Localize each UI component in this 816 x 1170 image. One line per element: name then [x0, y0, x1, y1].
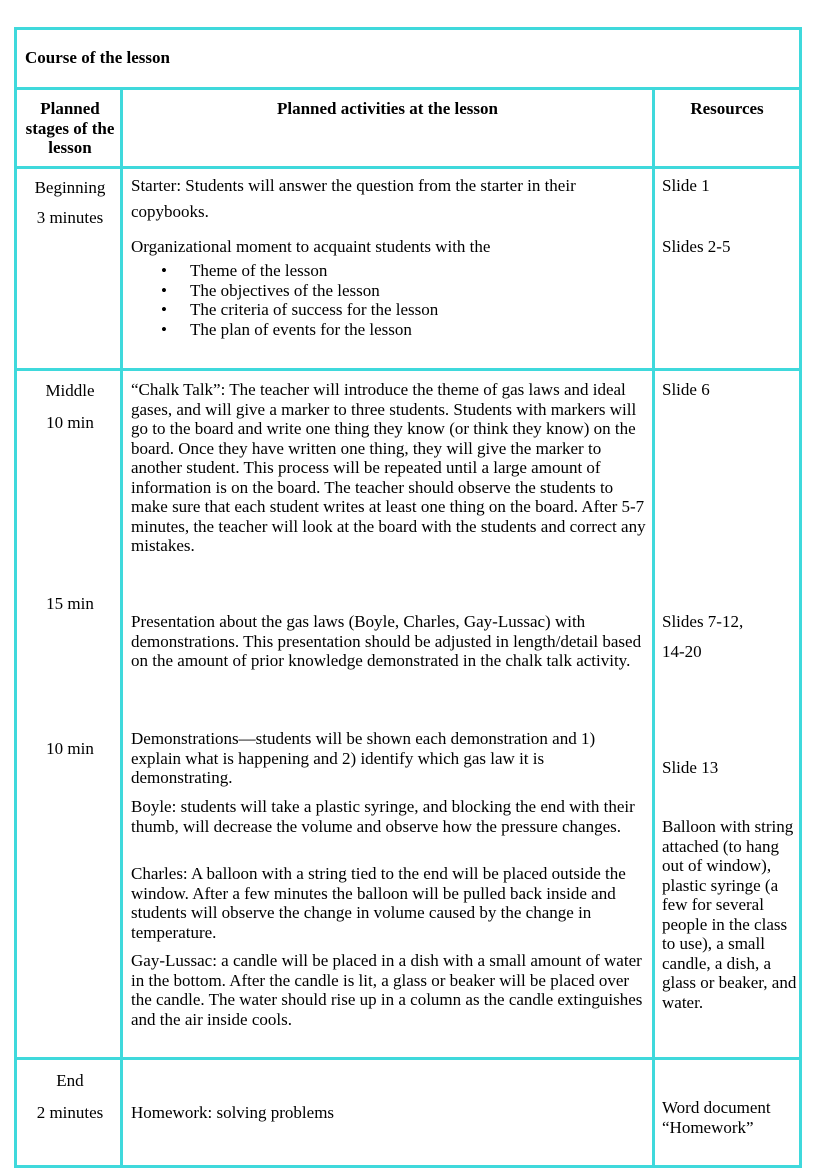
resource-slides-7-12: Slides 7-12, — [662, 612, 744, 631]
stage-middle-time-3: 10 min — [46, 739, 94, 758]
stage-beginning: Beginning — [34, 178, 106, 197]
lesson-outline-list — [131, 261, 647, 339]
boyle-text: Boyle: students will take a plastic syringe, and blocking the end with their thumb, will decrease the volume and observe how the pressure changes. — [131, 797, 635, 836]
resource-materials: Balloon with string attached (to hang out of window), plastic syringe (a few for several people in the class to use), a small candle, a dish, a glass or beaker, and water. — [662, 817, 797, 1012]
homework-text: Homework: solving problems — [131, 1103, 335, 1122]
stage-end-time: 2 minutes — [36, 1103, 104, 1122]
gay-lussac-text: Gay-Lussac: a candle will be placed in a dish with a small amount of water in the bottom. After the candle is lit, a glass or beaker will be placed over the candle. The water should rise up in a column as the candle extinguishes and the air inside cools. — [131, 951, 643, 1029]
charles-text: Charles: A balloon with a string tied to the end will be placed outside the window. After a few minutes the balloon will be pulled back inside and students will observe the change in volume caused by the change in temperature. — [131, 864, 626, 942]
row-divider — [14, 166, 802, 169]
organizational-text: Organizational moment to acquaint students with the — [131, 237, 491, 256]
resource-slides-2-5: Slides 2-5 — [662, 237, 731, 256]
stage-middle-time-1: 10 min — [46, 413, 94, 432]
header-activities: Planned activities at the lesson — [277, 99, 498, 118]
stage-middle: Middle — [45, 381, 95, 400]
demonstrations-text: Demonstrations—students will be shown each demonstration and 1) explain what is happening and 2) identify which gas law it is demonstrating. — [131, 729, 596, 787]
row-divider — [14, 1057, 802, 1060]
list-item: • Theme of the lesson — [131, 261, 647, 281]
list-item: • The plan of events for the lesson — [131, 320, 647, 340]
list-item: • The objectives of the lesson — [131, 281, 647, 301]
row-divider — [14, 368, 802, 371]
starter-text: Starter: Students will answer the question from the starter in their copybooks. — [131, 176, 576, 221]
stage-beginning-time: 3 minutes — [36, 208, 104, 227]
list-item: • The criteria of success for the lesson — [131, 300, 647, 320]
resource-slide-1: Slide 1 — [662, 176, 710, 195]
chalk-talk-text: “Chalk Talk”: The teacher will introduce the theme of gas laws and ideal gases, and will give a marker to three students. Students with markers will go to the board and write one thing they know (or think they know) on the board. Once they have written one thing, they will give the marker to another student. This process will be repeated until a large amount of information is on the board. The teacher should observe the students to make sure that each student writes at least one thing on the board. After 5-7 minutes, the teacher will look at the board with the students and correct any mistakes. — [131, 380, 646, 555]
resource-slide-13: Slide 13 — [662, 758, 719, 777]
column-divider — [120, 87, 123, 1168]
presentation-text: Presentation about the gas laws (Boyle, Charles, Gay-Lussac) with demonstrations. This presentation should be adjusted in length/detail based on the amount of prior knowledge demonstrated in the chalk talk activity. — [131, 612, 642, 670]
resource-slide-6: Slide 6 — [662, 380, 710, 399]
stage-end: End — [56, 1071, 84, 1090]
header-resources: Resources — [690, 99, 764, 118]
stage-middle-time-2: 15 min — [46, 594, 94, 613]
column-divider — [652, 87, 655, 1168]
row-divider — [14, 87, 802, 90]
resource-slides-14-20: 14-20 — [662, 642, 702, 661]
header-stages: Planned stages of the lesson — [25, 99, 115, 157]
resource-word-document: Word document “Homework” — [662, 1098, 771, 1137]
table-title: Course of the lesson — [25, 48, 170, 67]
